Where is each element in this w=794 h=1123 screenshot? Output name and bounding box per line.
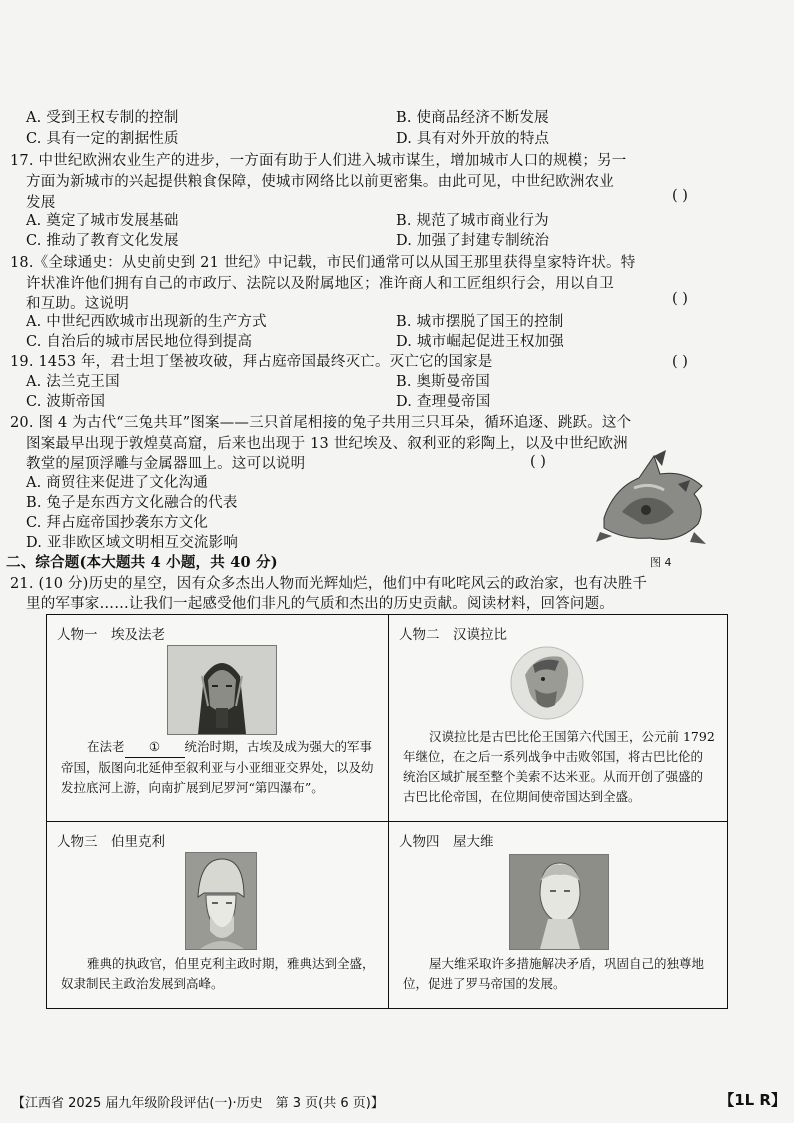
q20-stem-line1: 20. 图 4 为古代“三兔共耳”图案——三只首尾相接的兔子共用三只耳朵，循环追逐、跳跃。这个 — [10, 415, 632, 431]
q17-option-d: D. 加强了封建专制统治 — [396, 233, 550, 249]
card-text: 汉谟拉比是古巴比伦王国第六代国王，公元前 1792 年继位，在之后一系列战争中击败邻国，将古巴比伦的统治区域扩展至整个美索不达米亚。从而开创了强盛的古巴比伦帝国，在位期间使帝国达到全盛。 — [403, 729, 715, 804]
q20-option-a: A. 商贸往来促进了文化沟通 — [26, 475, 208, 491]
q20-stem-line3: 教堂的屋顶浮雕与金属器皿上。这可以说明 — [26, 456, 306, 472]
figure-card-hammurabi — [388, 614, 728, 823]
q19-option-c: C. 波斯帝国 — [26, 394, 106, 410]
q20-stem-line2: 图案最早出现于敦煌莫高窟，后来也出现于 13 世纪埃及、叙利亚的彩陶上，以及中世纪欧洲 — [26, 436, 628, 452]
figure-card-octavian — [388, 821, 728, 1009]
q17-stem-line2: 方面为新城市的兴起提供粮食保障，使城市网络比以前更密集。由此可见，中世纪欧洲农业 — [26, 174, 614, 190]
paper-code: 【1L R】 — [719, 1091, 786, 1109]
q17-answer-paren: ( ) — [672, 188, 688, 204]
page-footer: 【江西省 2025 届九年级阶段评估(一)·历史 第 3 页(共 6 页)】 — [12, 1096, 384, 1111]
q17-option-a: A. 奠定了城市发展基础 — [26, 213, 179, 229]
q18-stem-line2: 许状准许他们拥有自己的市政厅、法院以及附属地区；准许商人和工匠组织行会，用以自卫 — [26, 276, 614, 292]
octavian-bust-photo — [509, 854, 609, 950]
q20-option-d: D. 亚非欧区域文明相互交流影响 — [26, 535, 239, 551]
q20-option-c: C. 拜占庭帝国抄袭东方文化 — [26, 515, 209, 531]
q16-option-a: A. 受到王权专制的控制 — [26, 110, 179, 126]
q16-option-b: B. 使商品经济不断发展 — [396, 110, 549, 126]
q18-stem-line3: 和互助。这说明 — [26, 296, 129, 312]
card-text: 屋大维采取许多措施解决矛盾，巩固自己的独尊地位，促进了罗马帝国的发展。 — [403, 956, 705, 991]
q16-option-c: C. 具有一定的割据性质 — [26, 131, 179, 147]
q16-option-d: D. 具有对外开放的特点 — [396, 131, 550, 147]
card-title: 人物二 汉谟拉比 — [399, 627, 507, 643]
card-text: 雅典的执政官，伯里克利主政时期，雅典达到全盛，奴隶制民主政治发展到高峰。 — [61, 956, 375, 991]
card-title: 人物三 伯里克利 — [57, 834, 165, 850]
q18-option-c: C. 自治后的城市居民地位得到提高 — [26, 334, 253, 350]
card-title: 人物一 埃及法老 — [57, 627, 165, 643]
q18-answer-paren: ( ) — [672, 291, 688, 307]
q17-stem-line3: 发展 — [26, 195, 56, 211]
q20-option-b: B. 兔子是东西方文化融合的代表 — [26, 495, 238, 511]
q18-stem-line1: 18.《全球通史：从史前史到 21 世纪》中记载，市民们通常可以从国王那里获得皇家特许状。特 — [10, 255, 636, 271]
section-2-title: 二、综合题(本大题共 4 小题，共 40 分) — [6, 554, 278, 571]
q18-option-a: A. 中世纪西欧城市出现新的生产方式 — [26, 314, 267, 330]
q19-option-d: D. 查理曼帝国 — [396, 394, 491, 410]
card-title: 人物四 屋大维 — [399, 834, 494, 850]
q19-stem: 19. 1453 年，君士坦丁堡被攻破，拜占庭帝国最终灭亡。灭亡它的国家是 — [10, 354, 493, 370]
blank-1: ① — [125, 737, 185, 758]
q18-option-b: B. 城市摆脱了国王的控制 — [396, 314, 564, 330]
q17-option-b: B. 规范了城市商业行为 — [396, 213, 549, 229]
q19-option-b: B. 奥斯曼帝国 — [396, 374, 490, 390]
figure-card-pharaoh — [46, 614, 390, 823]
three-hares-figure — [594, 448, 714, 552]
q21-stem-line2: 里的军事家……让我们一起感受他们非凡的气质和杰出的历史贡献。阅读材料，回答问题。 — [26, 596, 614, 612]
pharaoh-statue-photo — [167, 645, 277, 735]
figure-4-caption: 图 4 — [650, 556, 672, 569]
card-text: 在法老 ① 统治时期，古埃及成为强大的军事帝国，版图向北延伸至叙利亚与小亚细亚交界处，以及幼发拉底河上游，向南扩展到尼罗河“第四瀑布”。 — [61, 739, 374, 795]
q19-option-a: A. 法兰克王国 — [26, 374, 120, 390]
pericles-bust-photo — [185, 852, 257, 950]
q19-answer-paren: ( ) — [672, 354, 688, 370]
q20-answer-paren: ( ) — [530, 454, 546, 470]
q18-option-d: D. 城市崛起促进王权加强 — [396, 334, 564, 350]
q21-stem-line1: 21. (10 分)历史的星空，因有众多杰出人物而光辉灿烂，他们中有叱咤风云的政治家，也有决胜千 — [10, 576, 648, 592]
hammurabi-relief-photo — [505, 641, 589, 725]
q17-option-c: C. 推动了教育文化发展 — [26, 233, 179, 249]
figure-card-pericles — [46, 821, 390, 1009]
q17-stem-line1: 17. 中世纪欧洲农业生产的进步，一方面有助于人们进入城市谋生，增加城市人口的规模；另一 — [10, 153, 627, 169]
